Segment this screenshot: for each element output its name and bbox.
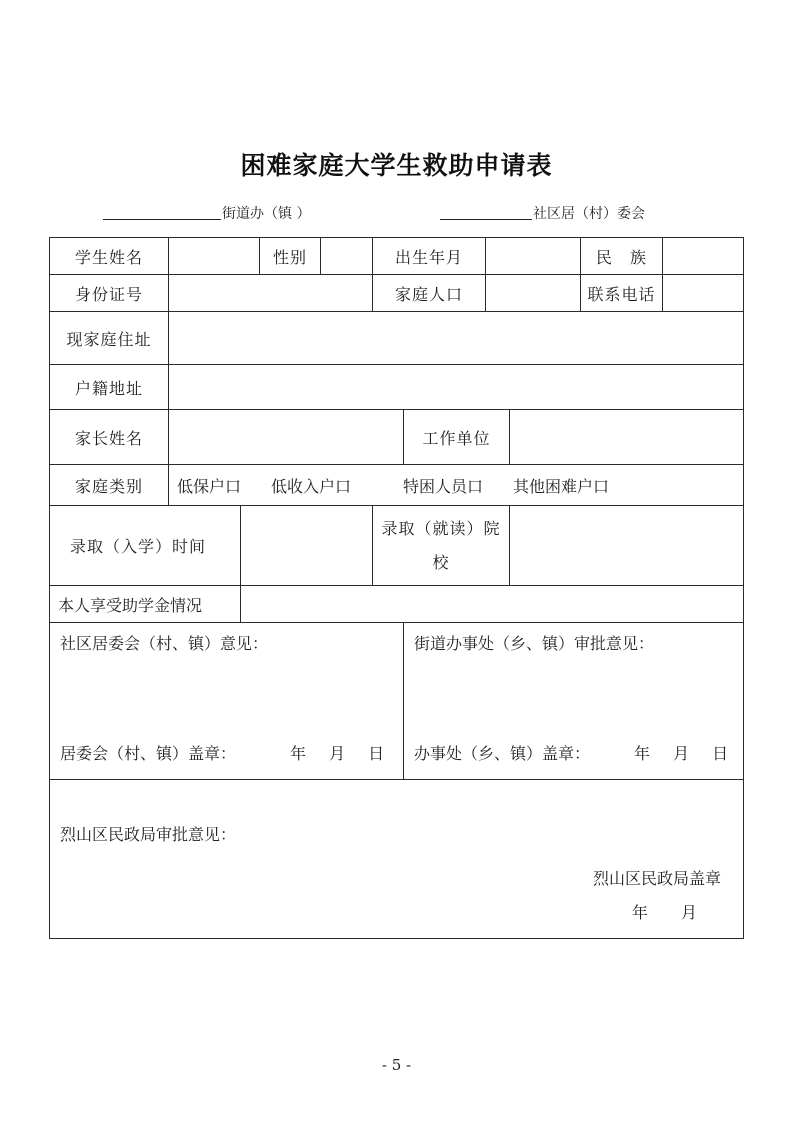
- application-form: [49, 237, 744, 939]
- bureau-opinion-cell[interactable]: [50, 780, 744, 939]
- bureau-date: 年 月: [631, 903, 698, 922]
- family-option-other[interactable]: 其他困难户口: [513, 476, 610, 496]
- admission-school-label-line2: 校: [432, 552, 450, 572]
- family-type-options: [169, 465, 744, 506]
- birth-label: 出生年月: [373, 238, 486, 275]
- admission-time-label: 录取（入学）时间: [50, 506, 241, 586]
- id-number-label: 身份证号: [50, 275, 169, 312]
- work-unit-label: 工作单位: [404, 410, 510, 465]
- admission-school-label-line1: 录取（就读）院: [381, 518, 501, 538]
- aid-status-label: 本人享受助学金情况: [50, 586, 241, 623]
- row-admission: [50, 506, 744, 586]
- street-seal-label: 办事处（乡、镇）盖章：: [414, 744, 591, 763]
- ethnicity-field[interactable]: [663, 238, 744, 275]
- parent-name-label: 家长姓名: [50, 410, 169, 465]
- bureau-opinion-label: 烈山区民政局审批意见：: [60, 825, 237, 844]
- household-size-field[interactable]: [486, 275, 581, 312]
- phone-label: 联系电话: [581, 275, 663, 312]
- street-blank[interactable]: [103, 219, 221, 220]
- admission-school-field[interactable]: [510, 506, 744, 586]
- student-name-field[interactable]: [169, 238, 260, 275]
- gender-field[interactable]: [321, 238, 373, 275]
- row-basic-2: [50, 275, 744, 312]
- phone-field[interactable]: [663, 275, 744, 312]
- community-label: 社区居（村）委会: [533, 206, 645, 222]
- page-title: 困难家庭大学生救助申请表: [240, 151, 553, 180]
- gender-label: 性别: [260, 238, 321, 275]
- bureau-seal-label: 烈山区民政局盖章: [593, 869, 722, 888]
- family-option-low-income[interactable]: 低收入户口: [271, 476, 352, 496]
- street-label: 街道办（镇 ）: [222, 206, 311, 222]
- parent-name-field[interactable]: [169, 410, 404, 465]
- street-opinion-cell[interactable]: [404, 623, 744, 780]
- birth-field[interactable]: [486, 238, 581, 275]
- community-opinion-label: 社区居委会（村、镇）意见：: [60, 634, 269, 653]
- id-number-field[interactable]: [169, 275, 373, 312]
- row-family-type: [50, 465, 744, 506]
- community-date: 年 月 日: [290, 744, 385, 763]
- family-option-tekun[interactable]: 特困人员口: [403, 476, 484, 496]
- current-address-label: 现家庭住址: [50, 312, 169, 365]
- student-name-label: 学生姓名: [50, 238, 169, 275]
- row-basic-1: [50, 238, 744, 275]
- ethnicity-label: 民 族: [581, 238, 663, 275]
- community-opinion-cell[interactable]: [50, 623, 404, 780]
- row-current-address: [50, 312, 744, 365]
- row-opinions: [50, 623, 744, 780]
- admission-school-label: [373, 506, 510, 586]
- hukou-address-label: 户籍地址: [50, 365, 169, 410]
- street-date: 年 月 日: [634, 744, 729, 763]
- page-number: - 5 -: [381, 1056, 412, 1074]
- community-seal-label: 居委会（村、镇）盖章：: [60, 744, 237, 763]
- family-type-label: 家庭类别: [50, 465, 169, 506]
- row-bureau: [50, 780, 744, 939]
- row-hukou-address: [50, 365, 744, 410]
- admission-time-field[interactable]: [241, 506, 373, 586]
- work-unit-field[interactable]: [510, 410, 744, 465]
- current-address-field[interactable]: [169, 312, 744, 365]
- street-opinion-label: 街道办事处（乡、镇）审批意见：: [414, 634, 655, 653]
- household-size-label: 家庭人口: [373, 275, 486, 312]
- hukou-address-field[interactable]: [169, 365, 744, 410]
- aid-status-field[interactable]: [241, 586, 744, 623]
- community-blank[interactable]: [440, 219, 532, 220]
- family-option-dibao[interactable]: 低保户口: [177, 476, 242, 496]
- row-parent: [50, 410, 744, 465]
- row-aid-status: [50, 586, 744, 623]
